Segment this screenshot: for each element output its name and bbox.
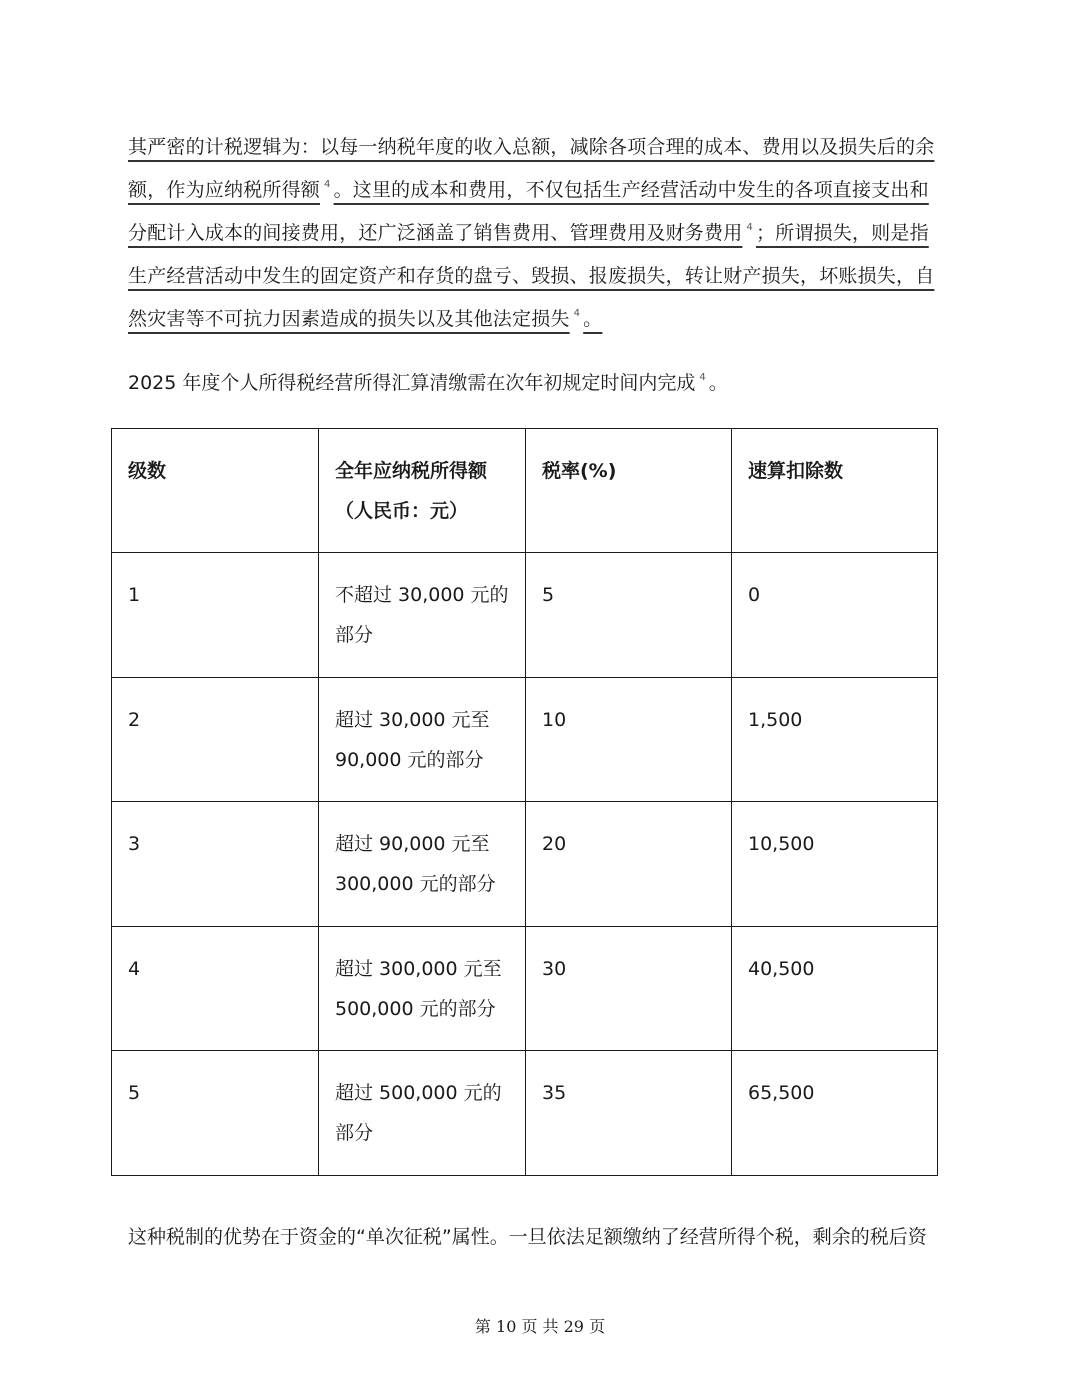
income-line1: 超过 300,000 元至	[335, 957, 502, 980]
cell-level: 5	[112, 1051, 319, 1176]
table-row	[112, 926, 938, 1051]
paragraph-text: 其严密的计税逻辑为：以每一纳税年度的收入总额，减除各项合理的成本、费用以及损失后的余额，作为应纳税所得额	[128, 136, 935, 201]
income-line2: 部分	[335, 624, 374, 646]
page-number-footer: 第 10 页 共 29 页	[474, 1317, 606, 1336]
table-row	[112, 802, 938, 927]
header-quick-deduction: 速算扣除数	[732, 429, 938, 553]
cell-income-range	[319, 677, 526, 802]
cell-deduction: 10,500	[732, 802, 938, 927]
cell-deduction: 65,500	[732, 1051, 938, 1176]
income-line2: 300,000 元的部分	[335, 873, 496, 896]
income-line2: 500,000 元的部分	[335, 997, 496, 1020]
cell-rate: 5	[526, 553, 732, 678]
tax-logic-paragraph	[128, 126, 946, 341]
filing-deadline-paragraph	[128, 363, 946, 403]
paragraph-text: 。	[583, 308, 603, 330]
cell-income-range	[319, 802, 526, 927]
income-line1: 超过 90,000 元至	[335, 833, 490, 856]
paragraph-text: 这种税制的优势在于资金的“单次征税”属性。一旦依法足额缴纳了经营所得个税，剩余的税后资	[128, 1226, 927, 1248]
tax-rate-table	[111, 428, 938, 1176]
paragraph-text: 。这里的成本和费用，不仅包括生产经营活动中发生的各项直接支出和分配计入成本的间接费用，还广泛涵盖了销售费用、管理费用及财务费用	[128, 179, 929, 244]
income-line1: 超过 500,000 元的	[335, 1082, 502, 1105]
footnote-ref[interactable]: 4	[746, 222, 753, 233]
cell-level: 3	[112, 802, 319, 927]
table-row	[112, 553, 938, 678]
income-line2: 90,000 元的部分	[335, 748, 484, 771]
footnote-ref[interactable]: 4	[699, 372, 706, 383]
header-income-line1: 全年应纳税所得额	[335, 460, 488, 482]
income-line1: 不超过 30,000 元的	[335, 584, 509, 606]
cell-income-range	[319, 1051, 526, 1176]
cell-rate: 10	[526, 677, 732, 802]
cell-rate: 30	[526, 926, 732, 1051]
header-taxable-income	[319, 429, 526, 553]
cell-deduction: 40,500	[732, 926, 938, 1051]
cell-level: 4	[112, 926, 319, 1051]
paragraph-text: 。	[708, 372, 728, 394]
cell-deduction: 0	[732, 553, 938, 678]
header-tax-rate: 税率(%)	[526, 429, 732, 553]
cell-level: 2	[112, 677, 319, 802]
header-income-line2: （人民币：元）	[335, 500, 469, 522]
paragraph-text: ；所谓损失，则是指生产经营活动中发生的固定资产和存货的盘亏、毁损、报废损失，转让财产损失，坏账损失，自然灾害等不可抗力因素造成的损失以及其他法定损失	[128, 222, 935, 330]
paragraph-text: 2025 年度个人所得税经营所得汇算清缴需在次年初规定时间内完成	[128, 372, 696, 394]
footnote-ref[interactable]: 4	[324, 179, 331, 190]
cell-deduction: 1,500	[732, 677, 938, 802]
cell-income-range	[319, 553, 526, 678]
income-line2: 部分	[335, 1122, 374, 1145]
single-taxation-paragraph	[128, 1217, 958, 1257]
table-row	[112, 677, 938, 802]
income-line1: 超过 30,000 元至	[335, 708, 490, 731]
table-row	[112, 1051, 938, 1176]
table-header-row	[112, 429, 938, 553]
cell-rate: 35	[526, 1051, 732, 1176]
header-level: 级数	[112, 429, 319, 553]
cell-income-range	[319, 926, 526, 1051]
cell-rate: 20	[526, 802, 732, 927]
footnote-ref[interactable]: 4	[573, 308, 581, 319]
cell-level: 1	[112, 553, 319, 678]
